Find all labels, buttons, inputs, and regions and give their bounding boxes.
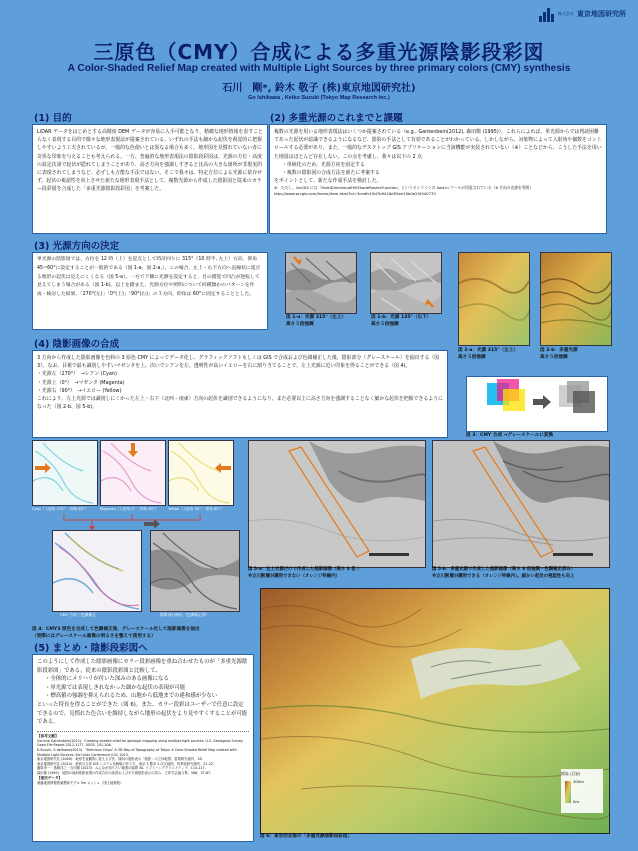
sec5-body1: このようにして作成した陰影画像にカラー段彩画像を重ね合わせたものが「多重光源陰影段彩図」である。従来の陰影段彩図と比較して、 xyxy=(37,659,248,674)
sec1-box xyxy=(32,124,268,234)
reference-item: 東京地図研究社 (2015)：鈴波の立体 GIS システム長崎版の作り方、東京 5 覧市 2 次元地図、四季絵研究創刊、21-22. xyxy=(37,761,214,766)
poster-subtitle: A Color-Shaded Relief Map created with Multiple Light Sources by three primary colors (CMY) synthesis xyxy=(67,63,571,74)
fig5b-caption-line1: 図 5-b：多重光源で作成した陰影画像（高さ 3 倍強調・色調補正済み） xyxy=(432,567,575,572)
sec1-title: (1) 目的 xyxy=(34,113,72,124)
fig2a-caption-line2: 高さ５倍強調 xyxy=(458,354,486,360)
fig1b-caption-line2: 高さ５倍強調 xyxy=(371,321,399,327)
fig4-caption-line2: （実際にはグレースケール画像の明るさを整えて使用する） xyxy=(32,633,156,639)
sec2-after: をポイントとして、新たな作成手法を検討した。 xyxy=(274,178,382,185)
logo-org-small: 株式会社 xyxy=(558,11,574,16)
fig1a-caption-line2: 高さ５倍強調 xyxy=(286,321,314,327)
fig6-image xyxy=(260,588,610,834)
fig4-label-magenta: Magenta（入射角 0° ・仰角 60°） xyxy=(100,507,159,511)
fig1a-caption-line1: 図 1-a：光源 315°（左上） xyxy=(286,315,347,320)
sec2-point-1: ・単純化のため、光源方向を固定する xyxy=(282,161,365,168)
fig4-label-cyan: Cyan（入射角 270° ・仰角 60°） xyxy=(32,507,89,511)
sec5-item-2: ・単光源では表現しきれなかった細かな起伏の表現が可能 xyxy=(45,684,186,691)
sec3-body: 単光源の陰影図では、方位を 12 時（上）を起点として時計回りに 315°（10 時半, 左上）方向、仰角 45~60°に設定することが一般的である（図 1-a、図 2-a,）。この場合、左上・右下方向へ直線状に延びる地形の起伏は見えにくくなる（図 5-a）。一方で下側に光源を設定すると、目の錯覚で凹凸が逆転して見えてしまう場合がある（図 1-b)。以上を踏まえ、光源方位や照明について何種類かのパターンを作成・検討した結果、「270°(左)」「0°(上)」「90°(右)」の３方向、仰角は 60°に固定することとした。 xyxy=(37,257,261,298)
sec5-item-1: ・全体的にメリハリが付いた深みのある画像になる xyxy=(45,676,169,683)
fig5a-caption-line2: ※立川断層が識別できない（オレンジ枠線内） xyxy=(248,573,340,579)
poster-title: 三原色（CMY）合成による多重光源陰影段彩図 xyxy=(93,40,545,64)
sec2-box xyxy=(269,124,607,234)
sec5-title: (5) まとめ・陰影段彩図へ xyxy=(34,643,148,654)
sec4-item-2: ・光源上（0°） →マゼンタ (Magenta) xyxy=(37,379,125,386)
fig2b-caption-line1: 図 2-b：多重光源 xyxy=(540,348,578,353)
fig2b-caption-line2: 高さ５倍強調 xyxy=(540,354,568,360)
fig4-caption-line1: 図 4：CMY3 原色を合成して色調補正後、グレースケール化して陰影画像を抽出 xyxy=(32,627,200,632)
sec2-note: ※：ただし、ArcGIS には「MultiDirectionalHillShadeRasterFunction」というオンラインの Add-in ツールが用意されている（6 方向の光源を利用） xyxy=(274,185,534,191)
sec3-title: (3) 光源方向の決定 xyxy=(34,241,120,252)
fig2a-caption xyxy=(458,348,533,361)
sec3-box xyxy=(32,252,268,330)
sec4-item-3: ・光源右（90°） →イエロー (Yellow) xyxy=(37,387,122,394)
fig5b-image xyxy=(432,440,610,568)
fig2a-caption-line1: 図 2-a：光源 315°（左上） xyxy=(458,348,519,353)
fig6-legend-top: 300m xyxy=(573,779,584,784)
sec4-body1: 3 方向から作成した陰影画像を色料の 3 原色 CMY によってデータ化し、グラフィックソフトもしくは GIS で合成および色調補正した後、陰影部分（グレースケール）を抽出する（図 3）。なお、目視で最も識別しやすいマゼンタを上、次いでシアンを左、透明性が高いイエローを右に割り当てることで、左上光源に近い印象を得ることができる（図 4)。 xyxy=(37,355,440,370)
fig6-legend-title: 標高 (目安) xyxy=(561,771,581,776)
logo-org-name: 東京地図研究所 xyxy=(577,10,626,18)
sec4-box xyxy=(32,350,448,438)
reference-item: 森田衛 (1995)：地図の地形陰影表現の作成方法の改善および半分面陰影表示の試み、立体学会論文集、506、57-67. xyxy=(37,770,212,775)
fig5a-caption xyxy=(248,567,428,580)
sec4-body2: これにより、左上光源では識別しにくかった左上・右下（北西 - 南東）方向の起伏を識別できるようになり、また必要以上に高さ方向を強調することなく細かな起伏を把握できるようになった（図 2-b、図 5-b)。 xyxy=(37,396,443,411)
sec1-body: LiDAR データをはじめとする高精度 DEM データが容易に入手可能となり、精緻な地形情報を表すことらなく表現する目的で様々な地形表現法が提案されている。いずれの手法も細かな起伏を視覚的に把握しやすいよう工夫されているが、一般的な色使いとは異なる場合も多く、地形図を見慣れていない者に奇異な印象を与えることも考えられる。一方、普遍的な地形表現法の陰影段彩図は、光源の方位・高度の設定次第で起伏が隠れてしまうことがあり、高さ方向を強調しすぎると比高の大きな箇所が非現実的に表現されてしまうなど、必ずしも万能な手法ではない。そこで我々は、特定方位による光源に依存せず、起伏の視認性を向上させた新たな地形表現手法として、複数光源から作成した陰影図と従来のカラー段彩図を合成した「多重光源陰影段彩図」を考案した。 xyxy=(37,129,263,193)
org-logo xyxy=(539,6,626,22)
sec5-box xyxy=(32,654,254,842)
reference-item: 東京地図研究社 (2009)：地形を直観的に捉える方法、傾斜の陰影表示「陰影」の立体地図、富岡研究創刊、18. xyxy=(37,757,203,762)
fig5b-caption-line2: ※立川断層が識別できる（オレンジ枠線内）。細かい起伏の視認性も向上 xyxy=(432,573,575,579)
fig3-diagram xyxy=(466,376,608,432)
sec4-item-1: ・光源左（270°） →シアン (Cyan) xyxy=(37,371,117,378)
fig2b-caption xyxy=(540,348,615,361)
sec5-body2: といった特長を得ることができた（図 6)。また、カラー段彩はユーザーで任意に設定できるので、見慣れた色合いを維持しながら地形の起伏をより見やすくすることが可能である。 xyxy=(37,701,248,726)
data-source: 基盤地図情報数値標高モデル 5m メッシュ（国土地理院） xyxy=(37,780,124,785)
fig4-cyan-image xyxy=(32,440,98,506)
fig5a-image xyxy=(248,440,426,568)
sec5-item-3: ・標高値の強調を抑えられるため、山地から低地までの違和感が少ない xyxy=(45,693,218,700)
fig4-label-yellow: Yellow（入射角 90° ・仰角 60°） xyxy=(168,507,224,511)
fig4-yellow-image xyxy=(168,440,234,506)
fig3-caption: 図 3：CMY 合成 →グレースケールに変換 xyxy=(466,433,554,438)
fig1b-caption-line1: 図 1-b：光源 135°（右下） xyxy=(371,315,432,320)
fig4-cmy-image xyxy=(52,530,142,612)
logo-icon xyxy=(539,6,555,22)
sec2-url: http://www.arcgis.com/home/item.html?id=3cedfc19d7b9418d55ee15b0e2f4540770 xyxy=(274,190,436,196)
sec2-point-2: ・複数の陰影図の合成方法を新たに考案する xyxy=(282,170,380,177)
sec2-title: (2) 多重光源のこれまでと課題 xyxy=(270,113,403,124)
fig6-legend-bottom: 0m xyxy=(573,799,580,804)
fig4-caption xyxy=(32,627,262,640)
data-source-title: 【使用データ】 xyxy=(37,775,63,780)
fig5b-caption xyxy=(432,567,612,580)
fig4-magenta-image xyxy=(100,440,166,506)
references xyxy=(37,731,249,785)
fig2b-image xyxy=(540,252,612,346)
fig4-gray-image xyxy=(150,530,240,612)
fig5a-caption-line1: 図 5-a：左上光源だけで作成した陰影画像（高さ 3 倍 ） xyxy=(248,567,362,572)
reference-item: K.Suzuki, G.Ishikawa(2013)："Delicious Chips" A 3D Map of Topography of Tokyo: A Color-Shaded Relief Map created with Multiple Light Sources, Esri User Conference (UC) 2013. xyxy=(37,747,237,757)
fig4-label-gray: 陰影部分抽出（色調補正済） xyxy=(160,612,210,617)
authors-en: Go Ishikawa , Keiko Suzuki (Tokyo Map Research Inc.) xyxy=(248,95,390,101)
fig1b-image xyxy=(370,252,442,314)
fig1a-caption xyxy=(286,315,376,328)
reference-item: 藤原孝一・島崎洋之・石川剛 (2013)：みんなが知りたい地図の疑問 50. ソフトバンククリエイティブ、114-117. xyxy=(37,766,206,771)
fig4-merge-arrows xyxy=(32,512,242,532)
fig1b-caption xyxy=(371,315,461,328)
authors: 石川 剛*, 鈴木 敬子 (株)東京地図研究社) xyxy=(222,83,416,94)
sec4-title: (4) 陰影画像の合成 xyxy=(34,339,120,350)
references-title: 【参考文献】 xyxy=(37,733,59,738)
fig1a-image xyxy=(285,252,357,314)
fig4-label-cmy: CMY 合成＋色調補正 xyxy=(60,612,97,617)
fig2a-image xyxy=(458,252,530,346)
sec2-body: 複数の光源を用いる地形表現法はいくつか提案されている（e.g., Gantenbein(2012), 森田衛 (1995)）。これらによれば、単光源からでは判読困難であった起伏が認識できるようになるなど、陰影の手法として有効であることがわかっている。しかしながら、対象物によって入射角や個数をコントロールする必要があり、また、一般的なデスクトップ GIS アプリケーションに当該機能が実装されていない（※）ことなどから、こうした手法を用いた地図はほとんど存在しない。この点を考慮し、我々は以下の 2 点 xyxy=(274,129,602,160)
fig6-caption: 図 6：東京西北部の「多重光源陰影段彩図」 xyxy=(260,834,353,839)
reference-item: Corinne Gantenbein(2012)：Creating shaded relief for geologic mapping using multiple light sources. U.S. Geological Survey Open-File Report 2012-1177, USGS, 101-106. xyxy=(37,738,243,748)
